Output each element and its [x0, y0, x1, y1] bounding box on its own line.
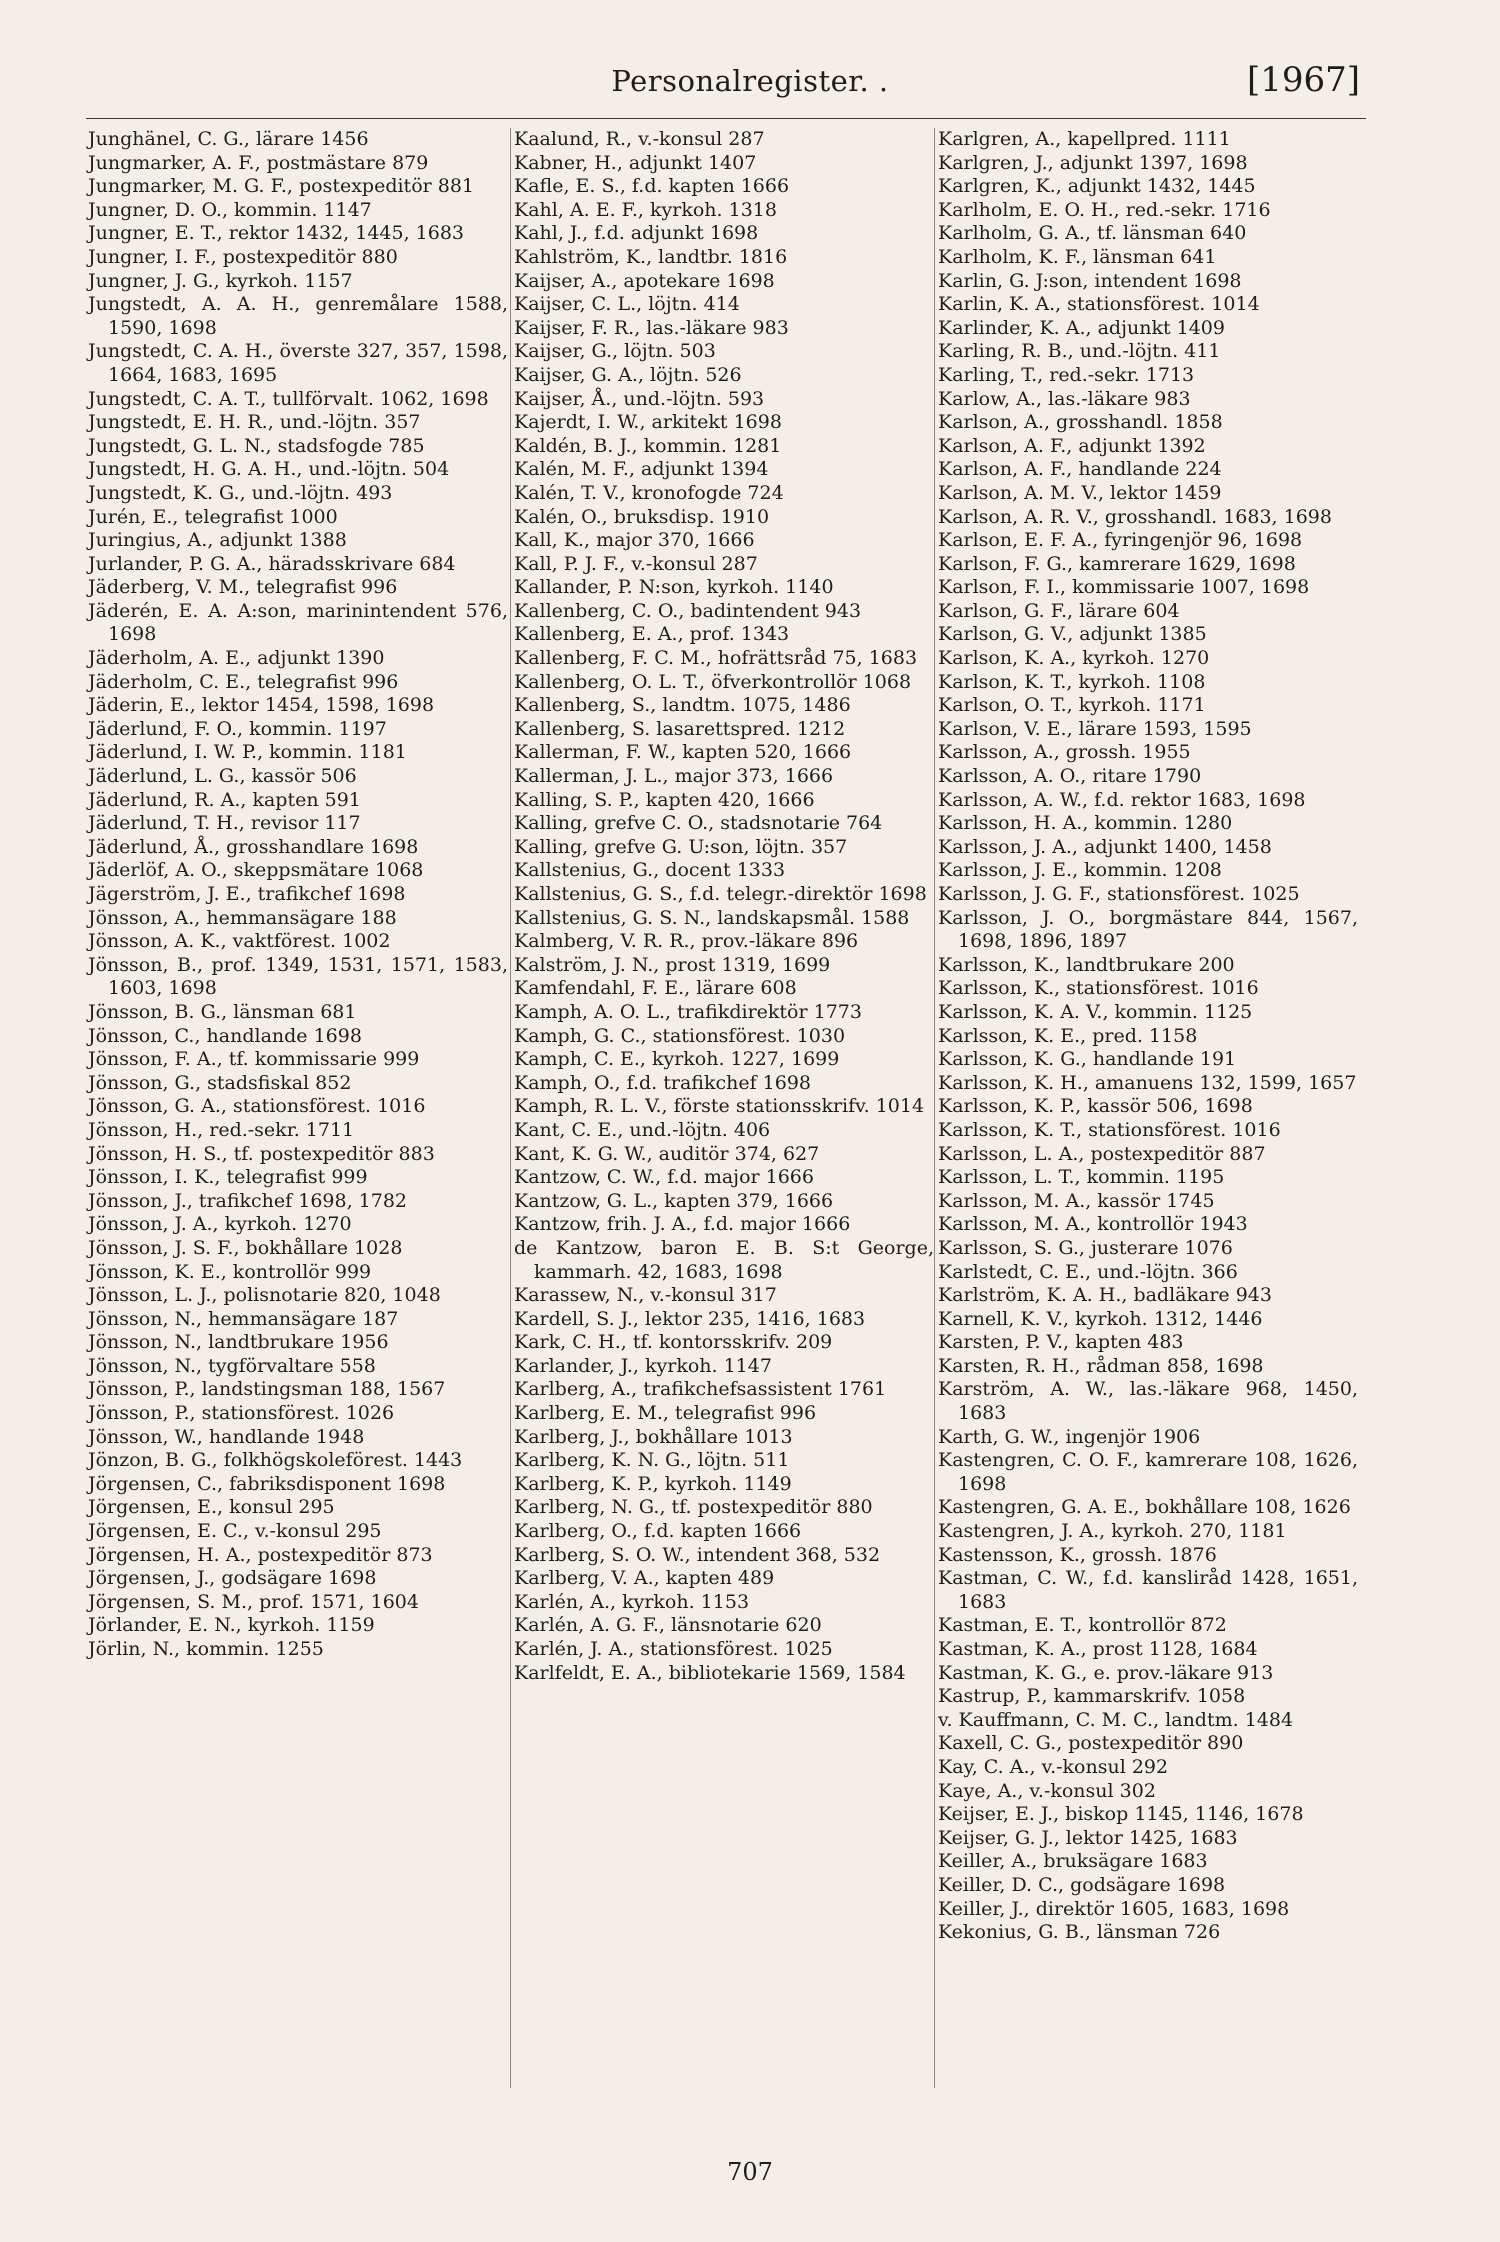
register-column-3 — [938, 128, 1358, 1945]
register-entry: Karlholm, K. F., länsman 641 — [938, 245, 1217, 268]
register-entry: Jungstedt, G. L. N., stadsfogde 785 — [88, 434, 425, 457]
register-entry: Karlsson, K. P., kassör 506, 1698 — [938, 1095, 1253, 1118]
register-entry: Karlinder, K. A., adjunkt 1409 — [938, 316, 1225, 339]
register-entry: Jurén, E., telegrafist 1000 — [88, 505, 338, 528]
register-entry: Kahl, J., f.d. adjunkt 1698 — [514, 222, 759, 245]
register-entry: Karlberg, K. P., kyrkoh. 1149 — [514, 1472, 792, 1495]
register-entry: Kalling, S. P., kapten 420, 1666 — [514, 788, 815, 811]
register-entry: Kajerdt, I. W., arkitekt 1698 — [514, 411, 782, 434]
register-entry: Jäderlund, R. A., kapten 591 — [88, 788, 361, 811]
register-entry: Karlson, A. F., adjunkt 1392 — [938, 434, 1206, 457]
register-entry: Karlson, E. F. A., fyringenjör 96, 1698 — [938, 529, 1303, 552]
register-entry: Jungstedt, C. A. T., tullförvalt. 1062, 1698 — [88, 387, 489, 410]
register-entry: Karlsson, K. H., amanuens 132, 1599, 1657 — [938, 1071, 1357, 1094]
register-entry: Kaijser, G., löjtn. 503 — [514, 340, 716, 363]
register-entry: Kaijser, G. A., löjtn. 526 — [514, 363, 742, 386]
register-entry: Kastensson, K., grossh. 1876 — [938, 1543, 1217, 1566]
register-entry: Keiller, A., bruksägare 1683 — [938, 1850, 1208, 1873]
register-entry: Karlsson, J. G. F., stationsförest. 1025 — [938, 883, 1300, 905]
register-entry: Kaxell, C. G., postexpeditör 890 — [938, 1732, 1244, 1755]
register-entry: Kallander, P. N:son, kyrkoh. 1140 — [514, 576, 834, 599]
register-entry: Karlsson, A. W., f.d. rektor 1683, 1698 — [938, 788, 1306, 811]
register-entry: Karlson, A. R. V., grosshandl. 1683, 1698 — [938, 505, 1332, 528]
register-entry: v. Kauffmann, C. M. C., landtm. 1484 — [938, 1708, 1294, 1731]
register-entry: Jäderlund, Å., grosshandlare 1698 — [88, 835, 419, 858]
register-entry: Karlin, K. A., stationsförest. 1014 — [938, 293, 1260, 316]
register-entry: Jörgensen, E. C., v.-konsul 295 — [88, 1520, 382, 1543]
register-entry: Karlson, A. M. V., lektor 1459 — [938, 481, 1222, 504]
register-entry: Karlberg, K. N. G., löjtn. 511 — [514, 1449, 790, 1472]
register-entry: Karlholm, E. O. H., red.-sekr. 1716 — [938, 198, 1271, 221]
register-entry: Karlsson, S. G., justerare 1076 — [938, 1236, 1233, 1259]
register-entry: Karlsson, L. A., postexpeditör 887 — [938, 1142, 1266, 1165]
register-entry: Karlsson, J. O., borgmästare 844, 1567, 1698, 1896, 1897 — [938, 906, 1358, 953]
register-entry: Jäderlöf, A. O., skeppsmätare 1068 — [88, 859, 424, 882]
register-entry: Kastengren, G. A. E., bokhållare 108, 1626 — [938, 1496, 1351, 1519]
register-entry: Kekonius, G. B., länsman 726 — [938, 1921, 1221, 1944]
register-entry: Karström, A. W., las.-läkare 968, 1450, 1683 — [938, 1378, 1358, 1425]
register-entry: Jönsson, J. S. F., bokhållare 1028 — [88, 1236, 403, 1259]
register-entry: Keiller, D. C., godsägare 1698 — [938, 1873, 1226, 1896]
register-entry: Kant, C. E., und.-löjtn. 406 — [514, 1118, 771, 1141]
register-entry: Kamph, G. C., stationsförest. 1030 — [514, 1024, 846, 1047]
register-entry: Jäderin, E., lektor 1454, 1598, 1698 — [88, 694, 435, 717]
register-entry: Karlson, F. G., kamrerare 1629, 1698 — [938, 552, 1296, 575]
register-entry: Karlsson, K., landtbrukare 200 — [938, 953, 1235, 976]
register-entry: Jörgensen, H. A., postexpeditör 873 — [88, 1543, 433, 1566]
register-entry: Jönsson, J., trafikchef 1698, 1782 — [88, 1189, 408, 1212]
register-entry: Karlander, J., kyrkoh. 1147 — [514, 1354, 772, 1377]
register-entry: Keiller, J., direktör 1605, 1683, 1698 — [938, 1897, 1290, 1920]
register-entry: Jönsson, G., stadsfiskal 852 — [88, 1071, 352, 1094]
column-divider — [510, 128, 511, 2088]
register-entry: Jönsson, N., hemmansägare 187 — [88, 1307, 399, 1330]
register-entry: Karlberg, V. A., kapten 489 — [514, 1567, 775, 1590]
register-entry: Keijser, E. J., biskop 1145, 1146, 1678 — [938, 1803, 1304, 1826]
register-entry: Karlin, G. J:son, intendent 1698 — [938, 269, 1242, 292]
register-entry: Kastman, K. G., e. prov.-läkare 913 — [938, 1661, 1274, 1684]
register-entry: Karlsson, J. E., kommin. 1208 — [938, 859, 1222, 882]
register-entry: Karlström, K. A. H., badläkare 943 — [938, 1284, 1272, 1307]
register-entry: Kamph, R. L. V., förste stationsskrifv. 1014 — [514, 1095, 925, 1118]
register-entry: Jörgensen, C., fabriksdisponent 1698 — [88, 1472, 446, 1495]
register-entry: Karlgren, J., adjunkt 1397, 1698 — [938, 151, 1248, 174]
page-title: Personalregister. . — [611, 64, 889, 98]
register-entry: Kallenberg, S., landtm. 1075, 1486 — [514, 694, 851, 717]
register-entry: Kaalund, R., v.-konsul 287 — [514, 128, 765, 150]
register-entry: Kaijser, C. L., löjtn. 414 — [514, 293, 740, 316]
register-entry: Jungmarker, A. F., postmästare 879 — [88, 151, 429, 174]
register-entry: Karlsson, L. T., kommin. 1195 — [938, 1166, 1225, 1189]
register-column-2 — [514, 128, 934, 1685]
register-entry: Jungstedt, H. G. A. H., und.-löjtn. 504 — [88, 458, 450, 481]
register-entry: Jönsson, I. K., telegrafist 999 — [88, 1166, 368, 1189]
register-entry: Jörgensen, S. M., prof. 1571, 1604 — [88, 1590, 419, 1613]
register-entry: Kallenberg, F. C. M., hofrättsråd 75, 1683 — [514, 647, 918, 670]
register-entry: Kalén, M. F., adjunkt 1394 — [514, 458, 769, 481]
register-entry: Karlow, A., las.-läkare 983 — [938, 387, 1191, 410]
register-entry: Karlberg, E. M., telegrafist 996 — [514, 1402, 817, 1425]
register-entry: Kabner, H., adjunkt 1407 — [514, 151, 757, 174]
register-entry: Jönsson, N., tygförvaltare 558 — [88, 1354, 376, 1377]
register-entry: Karlsson, K. T., stationsförest. 1016 — [938, 1118, 1281, 1141]
register-entry: Jäderberg, V. M., telegrafist 996 — [88, 576, 398, 599]
register-entry: de Kantzow, baron E. B. S:t George, kammarh. 42, 1683, 1698 — [514, 1236, 934, 1283]
register-entry: Karlsson, H. A., kommin. 1280 — [938, 812, 1233, 835]
register-entry: Karlén, A., kyrkoh. 1153 — [514, 1590, 750, 1613]
register-entry: Karlson, K. A., kyrkoh. 1270 — [938, 647, 1210, 670]
register-entry: Karlsson, K., stationsförest. 1016 — [938, 977, 1259, 1000]
register-entry: Kaldén, B. J., kommin. 1281 — [514, 434, 782, 457]
register-entry: Kardell, S. J., lektor 235, 1416, 1683 — [514, 1307, 866, 1330]
register-entry: Kall, P. J. F., v.-konsul 287 — [514, 552, 758, 575]
register-entry: Kastengren, C. O. F., kamrerare 108, 1626, 1698 — [938, 1449, 1358, 1495]
register-entry: Jönsson, A. K., vaktförest. 1002 — [88, 930, 391, 953]
register-entry: Karling, T., red.-sekr. 1713 — [938, 363, 1195, 386]
register-entry: Jungstedt, E. H. R., und.-löjtn. 357 — [88, 411, 421, 434]
register-entry: Kallerman, F. W., kapten 520, 1666 — [514, 741, 852, 764]
register-entry: Kastrup, P., kammarskrifv. 1058 — [938, 1685, 1246, 1708]
register-entry: Jönsson, G. A., stationsförest. 1016 — [88, 1095, 426, 1118]
header-rule — [86, 118, 1366, 119]
register-entry: Jäderlund, L. G., kassör 506 — [88, 765, 357, 788]
register-entry: Karsten, R. H., rådman 858, 1698 — [938, 1354, 1264, 1377]
register-entry: Karnell, K. V., kyrkoh. 1312, 1446 — [938, 1307, 1263, 1330]
register-entry: Kamph, A. O. L., trafikdirektör 1773 — [514, 1000, 862, 1023]
register-entry: Kant, K. G. W., auditör 374, 627 — [514, 1142, 820, 1165]
register-entry: Karlson, A., grosshandl. 1858 — [938, 411, 1223, 434]
register-entry: Kallenberg, S. lasarettspred. 1212 — [514, 717, 846, 740]
register-entry: Jägerström, J. E., trafikchef 1698 — [88, 883, 406, 905]
register-entry: Kaijser, F. R., las.-läkare 983 — [514, 316, 789, 339]
register-entry: Karlgren, K., adjunkt 1432, 1445 — [938, 175, 1256, 198]
register-entry: Jäderlund, F. O., kommin. 1197 — [88, 717, 387, 740]
register-entry: Jäderén, E. A. A:son, marinintendent 576, 1698 — [88, 599, 508, 646]
register-entry: Karlén, A. G. F., länsnotarie 620 — [514, 1614, 822, 1637]
register-entry: Jörgensen, J., godsägare 1698 — [88, 1567, 377, 1590]
register-entry: Kallenberg, O. L. T., öfverkontrollör 1068 — [514, 670, 912, 693]
register-entry: Kallstenius, G. S., f.d. telegr.-direktör 1698 — [514, 883, 927, 905]
register-entry: Jungstedt, K. G., und.-löjtn. 493 — [88, 481, 393, 504]
register-entry: Kalling, grefve G. U:son, löjtn. 357 — [514, 835, 848, 858]
register-entry: Karlfeldt, E. A., bibliotekarie 1569, 1584 — [514, 1661, 906, 1684]
register-entry: Kay, C. A., v.-konsul 292 — [938, 1755, 1169, 1778]
register-entry: Jurlander, P. G. A., häradsskrivare 684 — [88, 552, 456, 575]
register-entry: Kalmberg, V. R. R., prov.-läkare 896 — [514, 930, 859, 953]
register-entry: Karlson, F. I., kommissarie 1007, 1698 — [938, 576, 1310, 599]
register-entry: Jörlin, N., kommin. 1255 — [88, 1638, 324, 1660]
register-entry: Karlberg, A., trafikchefsassistent 1761 — [514, 1378, 887, 1401]
register-entry: Karlberg, J., bokhållare 1013 — [514, 1425, 793, 1448]
register-entry: Kamph, C. E., kyrkoh. 1227, 1699 — [514, 1048, 840, 1071]
register-entry: Kamfendahl, F. E., lärare 608 — [514, 977, 797, 1000]
register-entry: Jönsson, C., handlande 1698 — [88, 1024, 362, 1047]
register-entry: Kallenberg, C. O., badintendent 943 — [514, 599, 862, 622]
register-entry: Kastman, C. W., f.d. kanslіråd 1428, 1651, 1683 — [938, 1567, 1358, 1613]
register-entry: Karlsson, K. E., pred. 1158 — [938, 1024, 1198, 1047]
register-entry: Jungner, D. O., kommin. 1147 — [88, 198, 372, 221]
register-entry: Kaijser, Å., und.-löjtn. 593 — [514, 387, 765, 410]
register-entry: Junghänel, C. G., lärare 1456 — [88, 128, 369, 150]
page-number-header: [1967] — [1246, 60, 1360, 100]
register-entry: Karlsson, K. G., handlande 191 — [938, 1048, 1237, 1071]
register-entry: Karlén, J. A., stationsförest. 1025 — [514, 1638, 833, 1660]
register-entry: Jönsson, P., landstingsman 188, 1567 — [88, 1378, 446, 1401]
register-entry: Kaijser, A., apotekare 1698 — [514, 269, 775, 292]
register-entry: Karlsson, M. A., kontrollör 1943 — [938, 1213, 1248, 1236]
register-entry: Jönsson, H. S., tf. postexpeditör 883 — [88, 1142, 435, 1165]
register-entry: Jönsson, W., handlande 1948 — [88, 1425, 365, 1448]
register-entry: Karlson, K. T., kyrkoh. 1108 — [938, 670, 1206, 693]
register-entry: Jönsson, J. A., kyrkoh. 1270 — [88, 1213, 352, 1236]
register-entry: Karlson, A. F., handlande 224 — [938, 458, 1222, 481]
register-entry: Karlsson, A. O., ritare 1790 — [938, 765, 1202, 788]
register-entry: Karsten, P. V., kapten 483 — [938, 1331, 1184, 1354]
register-entry: Karlholm, G. A., tf. länsman 640 — [938, 222, 1247, 245]
register-entry: Karlson, G. F., lärare 604 — [938, 599, 1180, 622]
register-entry: Karlsson, A., grossh. 1955 — [938, 741, 1191, 764]
register-entry: Jörgensen, E., konsul 295 — [88, 1496, 335, 1519]
register-entry: Kallenberg, E. A., prof. 1343 — [514, 623, 790, 646]
register-entry: Kantzow, frih. J. A., f.d. major 1666 — [514, 1213, 851, 1236]
register-entry: Karlsson, K. A. V., kommin. 1125 — [938, 1000, 1253, 1023]
register-entry: Karassew, N., v.-konsul 317 — [514, 1284, 777, 1307]
register-entry: Karlberg, N. G., tf. postexpeditör 880 — [514, 1496, 873, 1519]
register-entry: Kastman, E. T., kontrollör 872 — [938, 1614, 1227, 1637]
register-entry: Karlsson, M. A., kassör 1745 — [938, 1189, 1215, 1212]
register-entry: Kahlström, K., landtbr. 1816 — [514, 245, 788, 268]
register-entry: Kallerman, J. L., major 373, 1666 — [514, 765, 834, 788]
register-entry: Kallstenius, G., docent 1333 — [514, 859, 786, 882]
register-entry: Kalén, O., bruksdisp. 1910 — [514, 505, 770, 528]
register-entry: Jungstedt, C. A. H., överste 327, 357, 1598, 1664, 1683, 1695 — [88, 340, 508, 386]
register-entry: Kantzow, C. W., f.d. major 1666 — [514, 1166, 814, 1189]
register-entry: Karlson, V. E., lärare 1593, 1595 — [938, 717, 1252, 740]
register-entry: Jäderlund, I. W. P., kommin. 1181 — [88, 741, 407, 764]
register-entry: Kamph, O., f.d. trafikchef 1698 — [514, 1071, 812, 1094]
register-entry: Jäderlund, T. H., revisor 117 — [88, 812, 361, 835]
register-entry: Jungstedt, A. A. H., genremålare 1588, 1590, 1698 — [88, 293, 508, 339]
register-entry: Kantzow, G. L., kapten 379, 1666 — [514, 1189, 834, 1212]
register-entry: Kaye, A., v.-konsul 302 — [938, 1779, 1156, 1802]
register-entry: Kallstenius, G. S. N., landskapsmål. 1588 — [514, 906, 910, 929]
page-footer-number: 707 — [727, 2158, 773, 2186]
register-entry: Jäderholm, A. E., adjunkt 1390 — [88, 647, 385, 670]
register-entry: Jungmarker, M. G. F., postexpeditör 881 — [88, 175, 475, 198]
register-entry: Keijser, G. J., lektor 1425, 1683 — [938, 1826, 1238, 1849]
register-entry: Jörlander, E. N., kyrkoh. 1159 — [88, 1614, 375, 1637]
register-entry: Karlson, O. T., kyrkoh. 1171 — [938, 694, 1206, 717]
register-entry: Kall, K., major 370, 1666 — [514, 529, 755, 552]
register-entry: Jönsson, A., hemmansägare 188 — [88, 906, 397, 929]
register-entry: Jönsson, H., red.-sekr. 1711 — [88, 1118, 355, 1141]
register-entry: Kastengren, J. A., kyrkoh. 270, 1181 — [938, 1520, 1287, 1543]
register-entry: Jönsson, F. A., tf. kommissarie 999 — [88, 1048, 420, 1071]
register-entry: Karlsson, J. A., adjunkt 1400, 1458 — [938, 835, 1272, 858]
register-entry: Jönzon, B. G., folkhögskoleförest. 1443 — [88, 1449, 463, 1472]
register-entry: Jönsson, K. E., kontrollör 999 — [88, 1260, 372, 1283]
register-entry: Kastman, K. A., prost 1128, 1684 — [938, 1638, 1258, 1660]
register-entry: Juringius, A., adjunkt 1388 — [88, 529, 347, 552]
register-entry: Karlgren, A., kapellpred. 1111 — [938, 128, 1231, 150]
register-entry: Jungner, I. F., postexpeditör 880 — [88, 245, 398, 268]
register-entry: Karth, G. W., ingenjör 1906 — [938, 1425, 1201, 1448]
register-entry: Jönsson, P., stationsförest. 1026 — [88, 1402, 395, 1425]
register-entry: Kark, C. H., tf. kontorsskrifv. 209 — [514, 1331, 833, 1354]
register-entry: Kalén, T. V., kronofogde 724 — [514, 481, 784, 504]
register-entry: Karlstedt, C. E., und.-löjtn. 366 — [938, 1260, 1238, 1283]
column-divider — [934, 128, 935, 2088]
register-entry: Kahl, A. E. F., kyrkoh. 1318 — [514, 198, 777, 221]
register-entry: Jönsson, B. G., länsman 681 — [88, 1000, 357, 1023]
register-entry: Jungner, J. G., kyrkoh. 1157 — [88, 269, 353, 292]
register-entry: Kalström, J. N., prost 1319, 1699 — [514, 953, 831, 976]
register-entry: Kafle, E. S., f.d. kapten 1666 — [514, 175, 790, 198]
register-entry: Jäderholm, C. E., telegrafist 996 — [88, 670, 399, 693]
register-entry: Karlson, G. V., adjunkt 1385 — [938, 623, 1207, 646]
register-entry: Karlberg, S. O. W., intendent 368, 532 — [514, 1543, 881, 1566]
register-entry: Kalling, grefve C. O., stadsnotarie 764 — [514, 812, 883, 835]
register-column-1 — [88, 128, 508, 1662]
register-entry: Karlberg, O., f.d. kapten 1666 — [514, 1520, 802, 1543]
register-entry: Karling, R. B., und.-löjtn. 411 — [938, 340, 1221, 363]
register-entry: Jönsson, B., prof. 1349, 1531, 1571, 1583, 1603, 1698 — [88, 953, 508, 1000]
register-entry: Jönsson, L. J., polisnotarie 820, 1048 — [88, 1284, 441, 1307]
register-entry: Jungner, E. T., rektor 1432, 1445, 1683 — [88, 222, 465, 245]
register-entry: Jönsson, N., landtbrukare 1956 — [88, 1331, 389, 1354]
